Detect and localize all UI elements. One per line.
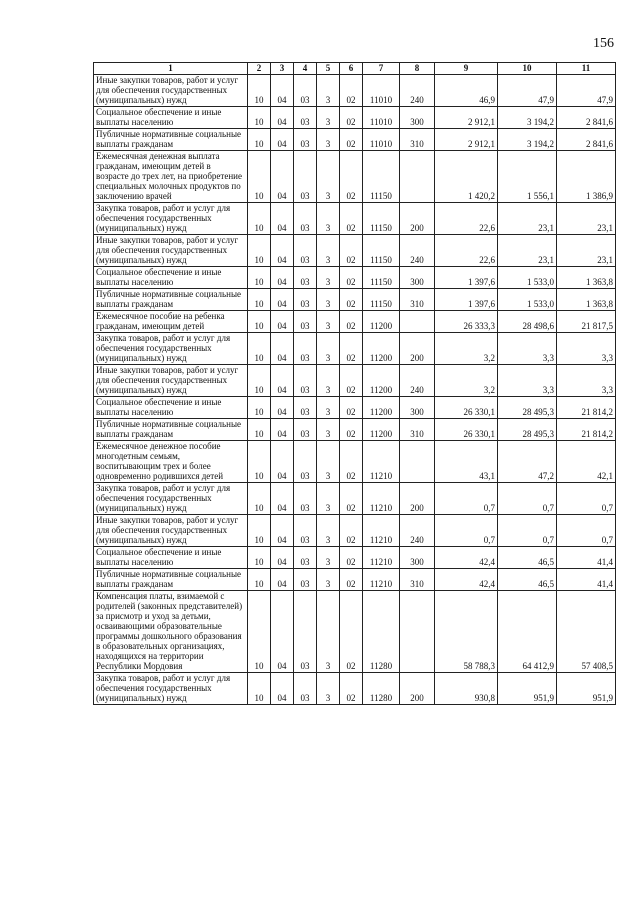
row-code-p3: 02 <box>340 673 363 705</box>
row-amount-1: 26 330,1 <box>435 397 498 419</box>
row-amount-1: 26 333,3 <box>435 311 498 333</box>
row-code-vr: 310 <box>400 129 435 151</box>
row-code-rz: 10 <box>248 547 271 569</box>
row-amount-2: 0,7 <box>498 483 557 515</box>
row-name: Ежемесячное денежное пособие многодетным семьям, воспитывающим трех и более одновременно родившихся детей <box>94 441 248 483</box>
row-code-p2: 3 <box>317 333 340 365</box>
row-code-p1: 03 <box>294 235 317 267</box>
row-name: Закупка товаров, работ и услуг для обеспечения государственных (муниципальных) нужд <box>94 673 248 705</box>
row-code-csr: 11150 <box>363 235 400 267</box>
row-code-vr <box>400 441 435 483</box>
row-code-p1: 03 <box>294 419 317 441</box>
row-code-rz: 10 <box>248 333 271 365</box>
table-row <box>94 483 616 515</box>
row-code-rz: 10 <box>248 419 271 441</box>
row-code-p1: 03 <box>294 129 317 151</box>
row-code-p2: 3 <box>317 129 340 151</box>
row-code-p1: 03 <box>294 515 317 547</box>
row-amount-1: 0,7 <box>435 483 498 515</box>
row-code-csr: 11280 <box>363 673 400 705</box>
row-code-vr: 310 <box>400 419 435 441</box>
row-code-vr: 300 <box>400 107 435 129</box>
row-code-p1: 03 <box>294 75 317 107</box>
row-code-rz: 10 <box>248 483 271 515</box>
row-code-pr: 04 <box>271 441 294 483</box>
row-amount-3: 1 386,9 <box>557 151 616 203</box>
row-code-p2: 3 <box>317 311 340 333</box>
row-amount-1: 22,6 <box>435 235 498 267</box>
row-name: Иные закупки товаров, работ и услуг для обеспечения государственных (муниципальных) нужд <box>94 235 248 267</box>
row-amount-3: 23,1 <box>557 203 616 235</box>
row-code-p3: 02 <box>340 289 363 311</box>
row-code-csr: 11280 <box>363 591 400 673</box>
row-code-p1: 03 <box>294 441 317 483</box>
row-code-csr: 11150 <box>363 151 400 203</box>
row-code-pr: 04 <box>271 311 294 333</box>
row-amount-2: 1 533,0 <box>498 289 557 311</box>
row-code-vr: 200 <box>400 673 435 705</box>
row-code-csr: 11210 <box>363 569 400 591</box>
row-amount-3: 3,3 <box>557 365 616 397</box>
row-code-p3: 02 <box>340 569 363 591</box>
row-code-vr: 240 <box>400 515 435 547</box>
row-code-vr: 300 <box>400 267 435 289</box>
row-name: Публичные нормативные социальные выплаты гражданам <box>94 129 248 151</box>
row-amount-1: 2 912,1 <box>435 107 498 129</box>
row-code-p1: 03 <box>294 203 317 235</box>
row-code-vr: 200 <box>400 483 435 515</box>
row-code-rz: 10 <box>248 591 271 673</box>
row-amount-1: 2 912,1 <box>435 129 498 151</box>
row-amount-2: 46,5 <box>498 547 557 569</box>
row-code-csr: 11150 <box>363 289 400 311</box>
row-amount-3: 2 841,6 <box>557 107 616 129</box>
row-code-pr: 04 <box>271 107 294 129</box>
row-code-vr: 240 <box>400 235 435 267</box>
row-code-csr: 11010 <box>363 107 400 129</box>
row-amount-1: 3,2 <box>435 365 498 397</box>
row-code-vr: 310 <box>400 289 435 311</box>
row-code-p3: 02 <box>340 515 363 547</box>
row-code-csr: 11200 <box>363 311 400 333</box>
row-code-p3: 02 <box>340 151 363 203</box>
row-code-p2: 3 <box>317 547 340 569</box>
row-code-vr <box>400 311 435 333</box>
row-code-vr: 200 <box>400 203 435 235</box>
row-amount-1: 1 397,6 <box>435 267 498 289</box>
row-code-p2: 3 <box>317 235 340 267</box>
row-code-p2: 3 <box>317 107 340 129</box>
row-code-pr: 04 <box>271 203 294 235</box>
col-header: 10 <box>498 63 557 75</box>
row-name: Социальное обеспечение и иные выплаты населению <box>94 267 248 289</box>
row-code-rz: 10 <box>248 203 271 235</box>
row-amount-2: 3 194,2 <box>498 129 557 151</box>
row-code-p2: 3 <box>317 673 340 705</box>
row-code-p1: 03 <box>294 365 317 397</box>
row-code-csr: 11210 <box>363 515 400 547</box>
table-header-row <box>94 63 616 75</box>
table-row <box>94 365 616 397</box>
row-code-p1: 03 <box>294 267 317 289</box>
table-body <box>94 63 616 705</box>
row-code-p2: 3 <box>317 151 340 203</box>
row-code-p3: 02 <box>340 107 363 129</box>
row-amount-2: 46,5 <box>498 569 557 591</box>
row-code-p1: 03 <box>294 151 317 203</box>
row-amount-3: 0,7 <box>557 515 616 547</box>
table-row <box>94 547 616 569</box>
row-code-pr: 04 <box>271 483 294 515</box>
row-code-p3: 02 <box>340 591 363 673</box>
row-code-rz: 10 <box>248 441 271 483</box>
row-code-pr: 04 <box>271 365 294 397</box>
row-code-pr: 04 <box>271 151 294 203</box>
row-amount-2: 64 412,9 <box>498 591 557 673</box>
row-amount-3: 21 817,5 <box>557 311 616 333</box>
row-amount-2: 1 556,1 <box>498 151 557 203</box>
row-amount-3: 2 841,6 <box>557 129 616 151</box>
row-code-p2: 3 <box>317 591 340 673</box>
row-code-p1: 03 <box>294 333 317 365</box>
col-header: 9 <box>435 63 498 75</box>
row-name: Социальное обеспечение и иные выплаты населению <box>94 547 248 569</box>
row-name: Публичные нормативные социальные выплаты гражданам <box>94 569 248 591</box>
row-code-p2: 3 <box>317 75 340 107</box>
row-code-pr: 04 <box>271 235 294 267</box>
row-code-p1: 03 <box>294 483 317 515</box>
row-code-vr: 300 <box>400 547 435 569</box>
table-row <box>94 235 616 267</box>
row-code-pr: 04 <box>271 569 294 591</box>
row-code-p3: 02 <box>340 441 363 483</box>
row-code-csr: 11200 <box>363 419 400 441</box>
row-amount-3: 23,1 <box>557 235 616 267</box>
row-code-csr: 11200 <box>363 397 400 419</box>
row-amount-3: 41,4 <box>557 569 616 591</box>
row-amount-1: 0,7 <box>435 515 498 547</box>
row-code-p2: 3 <box>317 419 340 441</box>
budget-table <box>93 62 616 705</box>
row-amount-1: 22,6 <box>435 203 498 235</box>
row-name: Социальное обеспечение и иные выплаты населению <box>94 397 248 419</box>
row-amount-3: 951,9 <box>557 673 616 705</box>
row-code-csr: 11210 <box>363 547 400 569</box>
table-row <box>94 203 616 235</box>
row-code-vr: 300 <box>400 397 435 419</box>
row-amount-3: 3,3 <box>557 333 616 365</box>
row-code-p3: 02 <box>340 235 363 267</box>
row-amount-2: 23,1 <box>498 235 557 267</box>
row-amount-2: 47,9 <box>498 75 557 107</box>
row-code-rz: 10 <box>248 107 271 129</box>
row-code-csr: 11200 <box>363 365 400 397</box>
row-name: Закупка товаров, работ и услуг для обеспечения государственных (муниципальных) нужд <box>94 333 248 365</box>
col-header: 1 <box>94 63 248 75</box>
row-code-p3: 02 <box>340 203 363 235</box>
row-code-vr: 240 <box>400 365 435 397</box>
row-name: Социальное обеспечение и иные выплаты населению <box>94 107 248 129</box>
row-code-pr: 04 <box>271 75 294 107</box>
row-code-rz: 10 <box>248 289 271 311</box>
row-name: Иные закупки товаров, работ и услуг для обеспечения государственных (муниципальных) нужд <box>94 75 248 107</box>
row-amount-2: 23,1 <box>498 203 557 235</box>
row-code-p1: 03 <box>294 569 317 591</box>
row-amount-1: 930,8 <box>435 673 498 705</box>
row-code-p3: 02 <box>340 333 363 365</box>
row-code-rz: 10 <box>248 235 271 267</box>
row-amount-3: 1 363,8 <box>557 289 616 311</box>
row-code-pr: 04 <box>271 289 294 311</box>
row-name: Публичные нормативные социальные выплаты гражданам <box>94 289 248 311</box>
row-amount-3: 21 814,2 <box>557 397 616 419</box>
row-amount-1: 1 397,6 <box>435 289 498 311</box>
table-row <box>94 441 616 483</box>
row-code-p1: 03 <box>294 673 317 705</box>
row-code-p2: 3 <box>317 515 340 547</box>
row-code-p1: 03 <box>294 311 317 333</box>
table-row <box>94 591 616 673</box>
row-code-p3: 02 <box>340 365 363 397</box>
row-code-p3: 02 <box>340 75 363 107</box>
row-code-p1: 03 <box>294 547 317 569</box>
row-amount-3: 57 408,5 <box>557 591 616 673</box>
row-code-rz: 10 <box>248 365 271 397</box>
row-amount-1: 42,4 <box>435 547 498 569</box>
col-header: 2 <box>248 63 271 75</box>
row-code-rz: 10 <box>248 397 271 419</box>
row-code-p3: 02 <box>340 129 363 151</box>
row-code-p3: 02 <box>340 419 363 441</box>
row-amount-2: 3,3 <box>498 333 557 365</box>
row-code-vr: 200 <box>400 333 435 365</box>
row-code-rz: 10 <box>248 515 271 547</box>
page-number: 156 <box>593 36 614 51</box>
row-code-p3: 02 <box>340 547 363 569</box>
row-code-pr: 04 <box>271 591 294 673</box>
row-amount-2: 47,2 <box>498 441 557 483</box>
row-code-p2: 3 <box>317 441 340 483</box>
row-code-p2: 3 <box>317 365 340 397</box>
row-amount-1: 1 420,2 <box>435 151 498 203</box>
row-code-csr: 11150 <box>363 203 400 235</box>
row-name: Компенсация платы, взимаемой с родителей (законных представителей) за присмотр и уход за детьми, осваивающими образовательные программы дошкольного образования в образовательных организациях, находящихся на территории Республики Мордовия <box>94 591 248 673</box>
row-code-rz: 10 <box>248 75 271 107</box>
row-code-vr <box>400 591 435 673</box>
row-amount-2: 28 495,3 <box>498 419 557 441</box>
row-name: Иные закупки товаров, работ и услуг для обеспечения государственных (муниципальных) нужд <box>94 365 248 397</box>
row-name: Ежемесячная денежная выплата гражданам, имеющим детей в возрасте до трех лет, на приобретение специальных молочных продуктов по заключению врачей <box>94 151 248 203</box>
row-code-p1: 03 <box>294 289 317 311</box>
row-code-csr: 11010 <box>363 75 400 107</box>
row-code-pr: 04 <box>271 547 294 569</box>
row-code-rz: 10 <box>248 569 271 591</box>
row-code-p3: 02 <box>340 397 363 419</box>
row-amount-2: 28 498,6 <box>498 311 557 333</box>
row-name: Закупка товаров, работ и услуг для обеспечения государственных (муниципальных) нужд <box>94 203 248 235</box>
row-code-p3: 02 <box>340 311 363 333</box>
row-amount-3: 47,9 <box>557 75 616 107</box>
row-amount-3: 21 814,2 <box>557 419 616 441</box>
row-code-pr: 04 <box>271 333 294 365</box>
table-row <box>94 289 616 311</box>
row-code-p2: 3 <box>317 289 340 311</box>
table-row <box>94 333 616 365</box>
row-code-pr: 04 <box>271 419 294 441</box>
col-header: 7 <box>363 63 400 75</box>
table-row <box>94 397 616 419</box>
row-code-pr: 04 <box>271 515 294 547</box>
row-code-p1: 03 <box>294 397 317 419</box>
row-code-csr: 11010 <box>363 129 400 151</box>
row-name: Закупка товаров, работ и услуг для обеспечения государственных (муниципальных) нужд <box>94 483 248 515</box>
row-code-vr: 240 <box>400 75 435 107</box>
row-name: Ежемесячное пособие на ребенка гражданам, имеющим детей <box>94 311 248 333</box>
row-code-csr: 11150 <box>363 267 400 289</box>
row-code-rz: 10 <box>248 129 271 151</box>
table-row <box>94 673 616 705</box>
row-code-p1: 03 <box>294 107 317 129</box>
col-header: 4 <box>294 63 317 75</box>
row-amount-3: 42,1 <box>557 441 616 483</box>
table-row <box>94 569 616 591</box>
row-amount-2: 28 495,3 <box>498 397 557 419</box>
row-amount-2: 951,9 <box>498 673 557 705</box>
row-code-vr <box>400 151 435 203</box>
table-row <box>94 75 616 107</box>
row-amount-1: 42,4 <box>435 569 498 591</box>
row-amount-1: 26 330,1 <box>435 419 498 441</box>
row-code-rz: 10 <box>248 673 271 705</box>
row-name: Иные закупки товаров, работ и услуг для обеспечения государственных (муниципальных) нужд <box>94 515 248 547</box>
row-amount-1: 43,1 <box>435 441 498 483</box>
row-amount-3: 0,7 <box>557 483 616 515</box>
row-code-p2: 3 <box>317 267 340 289</box>
col-header: 8 <box>400 63 435 75</box>
row-amount-1: 58 788,3 <box>435 591 498 673</box>
row-code-csr: 11200 <box>363 333 400 365</box>
row-code-p3: 02 <box>340 267 363 289</box>
table-row <box>94 267 616 289</box>
row-code-p2: 3 <box>317 397 340 419</box>
row-code-p1: 03 <box>294 591 317 673</box>
row-amount-3: 1 363,8 <box>557 267 616 289</box>
row-code-rz: 10 <box>248 311 271 333</box>
row-amount-2: 3 194,2 <box>498 107 557 129</box>
table-row <box>94 419 616 441</box>
row-code-p2: 3 <box>317 569 340 591</box>
row-code-rz: 10 <box>248 267 271 289</box>
col-header: 6 <box>340 63 363 75</box>
row-code-p3: 02 <box>340 483 363 515</box>
row-amount-3: 41,4 <box>557 547 616 569</box>
row-code-p2: 3 <box>317 483 340 515</box>
col-header: 5 <box>317 63 340 75</box>
row-amount-1: 3,2 <box>435 333 498 365</box>
row-code-csr: 11210 <box>363 441 400 483</box>
row-amount-2: 0,7 <box>498 515 557 547</box>
row-code-rz: 10 <box>248 151 271 203</box>
table-row <box>94 515 616 547</box>
row-code-pr: 04 <box>271 267 294 289</box>
row-amount-1: 46,9 <box>435 75 498 107</box>
table-row <box>94 107 616 129</box>
row-code-csr: 11210 <box>363 483 400 515</box>
row-amount-2: 3,3 <box>498 365 557 397</box>
row-amount-2: 1 533,0 <box>498 267 557 289</box>
row-code-pr: 04 <box>271 673 294 705</box>
col-header: 3 <box>271 63 294 75</box>
table-row <box>94 151 616 203</box>
row-code-pr: 04 <box>271 129 294 151</box>
table-row <box>94 311 616 333</box>
row-code-p2: 3 <box>317 203 340 235</box>
row-code-pr: 04 <box>271 397 294 419</box>
table-row <box>94 129 616 151</box>
col-header: 11 <box>557 63 616 75</box>
row-name: Публичные нормативные социальные выплаты гражданам <box>94 419 248 441</box>
row-code-vr: 310 <box>400 569 435 591</box>
